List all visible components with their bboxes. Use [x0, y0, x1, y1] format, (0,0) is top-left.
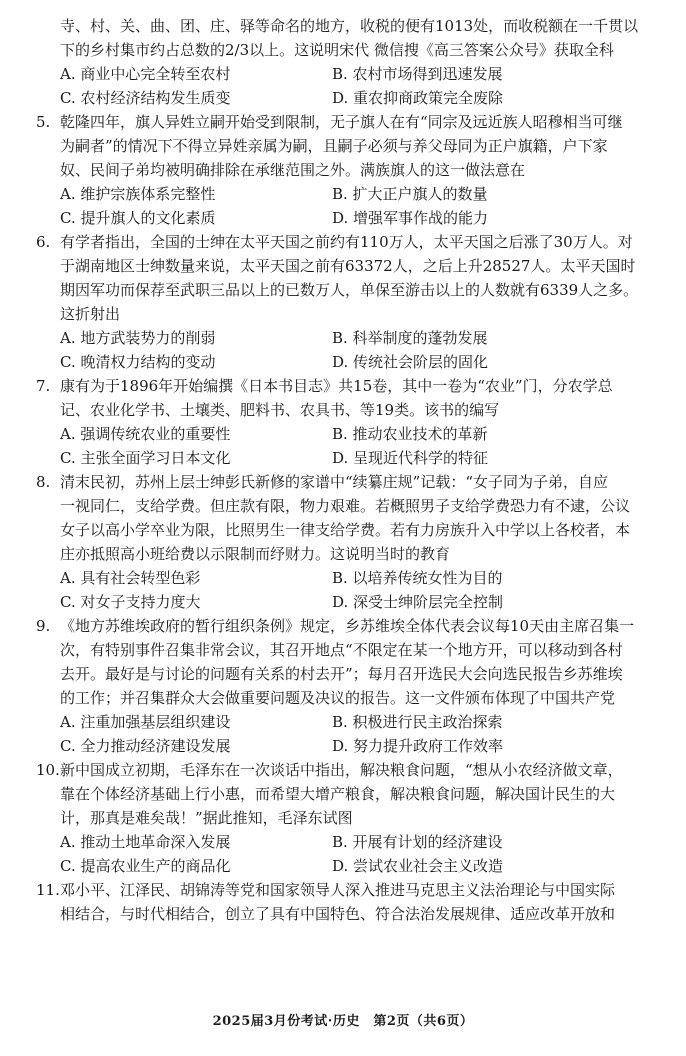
options-row — [60, 326, 660, 350]
question-text-line: 相结合，与时代相结合，创立了具有中国特色、符合法治发展规律、适应改革开放和 — [60, 905, 616, 923]
question-text-line: 庄亦抵照高小班给费以示限制而纾财力。这说明当时的教育 — [60, 545, 451, 563]
option-d[interactable]: D. 传统社会阶层的固化 — [332, 353, 489, 371]
option-b[interactable]: B. 开展有计划的经济建设 — [332, 833, 503, 851]
question-number: 8. — [36, 473, 51, 491]
question-text-line: 为嗣者”的情况下不得立异姓亲属为嗣，且嗣子必须与养父母同为正户旗籍，户下家 — [60, 137, 608, 155]
option-d[interactable]: D. 深受士绅阶层完全控制 — [332, 593, 504, 611]
option-c[interactable]: C. 主张全面学习日本文化 — [60, 449, 231, 467]
options-row — [60, 566, 660, 590]
question-number: 11. — [36, 881, 60, 899]
option-c[interactable]: C. 农村经济结构发生质变 — [60, 89, 231, 107]
options-row — [60, 206, 660, 230]
question-text-line: 计，那真是难矣哉！”据此推知，毛泽东试图 — [60, 809, 353, 827]
question-text-line: 去开。最好是与讨论的问题有关系的村去开”；每月召开选民大会向选民报告乡苏维埃 — [60, 665, 623, 683]
options-row — [60, 182, 660, 206]
question-text-line: 寺、村、关、曲、团、庄、驿等命名的地方，收税的便有1013处，而收税额在一千贯以 — [60, 17, 639, 35]
option-c[interactable]: C. 对女子支持力度大 — [60, 593, 201, 611]
question-text-line: 清末民初，苏州上层士绅彭氏新修的家谱中“续纂庄规”记载：“女子同为子弟，自应 — [60, 473, 609, 491]
option-d[interactable]: D. 增强军事作战的能力 — [332, 209, 489, 227]
question-text-line: 下的乡村集市约占总数的2/3以上。这说明宋代 微信搜《高三答案公众号》获取全科 — [60, 41, 614, 59]
options-row — [60, 422, 660, 446]
option-a[interactable]: A. 注重加强基层组织建设 — [60, 713, 231, 731]
question-text-line: 的工作；并召集群众大会做重要问题及决议的报告。这一文件颁布体现了中国共产党 — [60, 689, 616, 707]
question-text-line: 有学者指出，全国的士绅在太平天国之前约有110万人，太平天国之后涨了30万人。对 — [60, 233, 633, 251]
question-text-line: 次，有特别事件召集非常会议，其召开地点“不限定在某一个地方开，可以移动到各村 — [60, 641, 623, 659]
question-6 — [36, 230, 660, 374]
question-text-line: 女子以高小学卒业为限，比照男生一律支给学费。若有力房族升入中学以上各校者，本 — [60, 521, 631, 539]
option-b[interactable]: B. 推动农业技术的革新 — [332, 425, 488, 443]
question-number: 10. — [36, 761, 60, 779]
option-d[interactable]: D. 呈现近代科学的特征 — [332, 449, 489, 467]
option-d[interactable]: D. 努力提升政府工作效率 — [332, 737, 504, 755]
options-row — [60, 830, 660, 854]
option-a[interactable]: A. 维护宗族体系完整性 — [60, 185, 216, 203]
question-text-line: 新中国成立初期，毛泽东在一次谈话中指出，解决粮食问题，“想从小农经济做文章， — [60, 761, 623, 779]
option-a[interactable]: A. 地方武装势力的削弱 — [60, 329, 216, 347]
question-9 — [36, 614, 660, 758]
options-row — [60, 734, 660, 758]
question-text-line: 这折射出 — [60, 305, 121, 323]
options-row — [60, 854, 660, 878]
option-c[interactable]: C. 全力推动经济建设发展 — [60, 737, 231, 755]
option-a[interactable]: A. 商业中心完全转至农村 — [60, 65, 231, 83]
question-text-line: 期因军功而保荐至武职三品以上的已数万人，单保至游击以上的人数就有6339人之多。 — [60, 281, 639, 299]
option-c[interactable]: C. 提升旗人的文化素质 — [60, 209, 216, 227]
option-a[interactable]: A. 强调传统农业的重要性 — [60, 425, 231, 443]
question-text-line: 奴、民间子弟均被明确排除在承继范围之外。满族旗人的这一做法意在 — [60, 161, 526, 179]
question-number: 9. — [36, 617, 51, 635]
option-b[interactable]: B. 积极进行民主政治探索 — [332, 713, 503, 731]
option-d[interactable]: D. 重农抑商政策完全废除 — [332, 89, 504, 107]
question-7 — [36, 374, 660, 470]
option-b[interactable]: B. 科举制度的蓬勃发展 — [332, 329, 488, 347]
options-row — [60, 86, 660, 110]
question-text-line: 靠在个体经济基础上行小惠，而希望大增产粮食，解决粮食问题，解决国计民生的大 — [60, 785, 616, 803]
question-text-line: 记、农业化学书、土壤类、肥料书、农具书、等19类。该书的编写 — [60, 401, 500, 419]
question-8 — [36, 470, 660, 614]
question-text-line: 于湖南地区士绅数量来说，太平天国之前有63372人，之后上升28527人。太平天国时 — [60, 257, 636, 275]
question-text-line: 《地方苏维埃政府的暂行组织条例》规定，乡苏维埃全体代表会议每10天由主席召集一 — [60, 617, 635, 635]
options-row — [60, 62, 660, 86]
question-4-continued — [60, 14, 660, 110]
option-b[interactable]: B. 农村市场得到迅速发展 — [332, 65, 503, 83]
question-text-line: 乾隆四年，旗人异姓立嗣开始受到限制，无子旗人在有“同宗及远近族人昭穆相当可继 — [60, 113, 623, 131]
option-c[interactable]: C. 晚清权力结构的变动 — [60, 353, 216, 371]
question-number: 7. — [36, 377, 51, 395]
question-number: 5. — [36, 113, 51, 131]
question-text-line: 邓小平、江泽民、胡锦涛等党和国家领导人深入推进马克思主义法治理论与中国实际 — [60, 881, 616, 899]
option-a[interactable]: A. 具有社会转型色彩 — [60, 569, 201, 587]
option-b[interactable]: B. 以培养传统女性为目的 — [332, 569, 503, 587]
question-number: 6. — [36, 233, 51, 251]
question-text-line: 康有为于1896年开始编撰《日本书目志》共15卷，其中一卷为“农业”门，分农学总 — [60, 377, 613, 395]
question-10 — [36, 758, 660, 878]
options-row — [60, 350, 660, 374]
option-a[interactable]: A. 推动土地革命深入发展 — [60, 833, 231, 851]
option-c[interactable]: C. 提高农业生产的商品化 — [60, 857, 231, 875]
exam-page — [36, 0, 660, 1056]
page-footer: 2025届3月份考试·历史 第2页（共6页） — [212, 1014, 474, 1029]
question-11 — [36, 878, 660, 926]
options-row — [60, 590, 660, 614]
options-row — [60, 710, 660, 734]
question-5 — [36, 110, 660, 230]
option-b[interactable]: B. 扩大正户旗人的数量 — [332, 185, 488, 203]
option-d[interactable]: D. 尝试农业社会主义改造 — [332, 857, 504, 875]
options-row — [60, 446, 660, 470]
question-text-line: 一视同仁，支给学费。但庄款有限，物力艰难。若概照男子支给学费恐力有不逮，公议 — [60, 497, 631, 515]
